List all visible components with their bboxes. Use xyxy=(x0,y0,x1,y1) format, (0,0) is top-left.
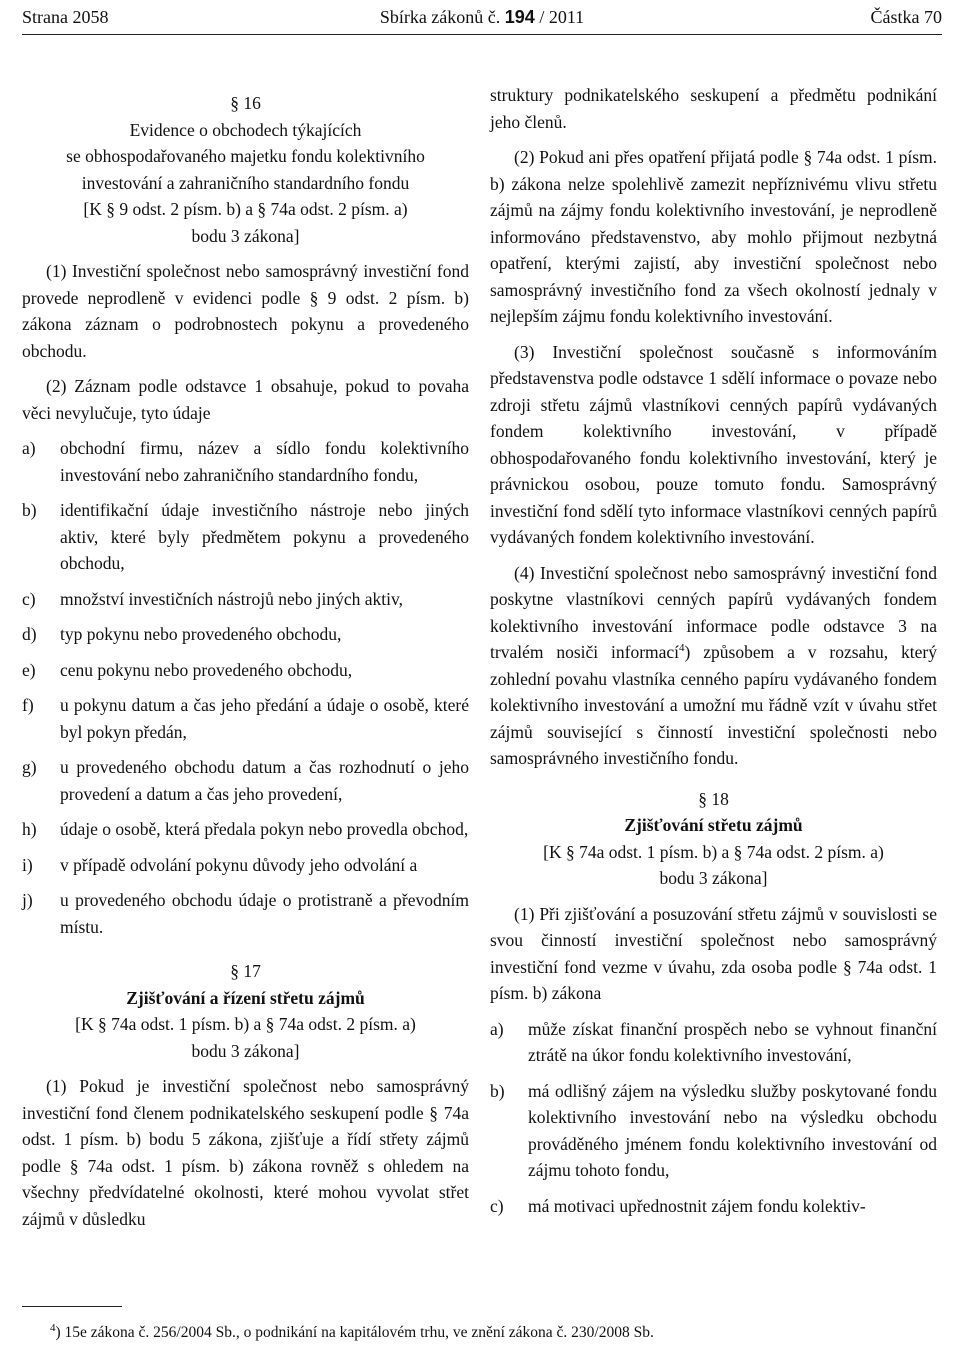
footnote-reference: 4 xyxy=(679,642,685,655)
list-item xyxy=(22,754,469,807)
section-17-paragraph-4 xyxy=(490,560,937,772)
section-18-number: § 18 xyxy=(698,788,729,809)
list-item-label: d) xyxy=(22,624,37,644)
list-item-label: i) xyxy=(22,854,33,875)
header-rule xyxy=(22,34,942,35)
section-18-item-list xyxy=(490,1016,937,1220)
list-item-text: množství investičních nástrojů nebo jiných aktiv, xyxy=(60,588,403,609)
list-item-text: u provedeného obchodu datum a čas rozhodnutí o jeho provedení a datum a čas jeho provedení, xyxy=(60,757,469,804)
section-17-reference: bodu 3 zákona] xyxy=(191,1040,300,1061)
collection-prefix: Sbírka zákonů č. xyxy=(379,7,501,27)
list-item xyxy=(22,816,469,843)
list-item-text: u pokynu datum a čas jeho předání a údaje o osobě, které byl pokyn předán, xyxy=(60,695,469,742)
collection-number: 194 xyxy=(504,7,535,27)
list-item-label: a) xyxy=(490,1018,504,1039)
list-item-text: typ pokynu nebo provedeného obchodu, xyxy=(60,624,342,644)
footnote-text: ) 15e zákona č. 256/2004 Sb., o podnikání na kapitálovém trhu, ve znění zákona č. 230/2008 Sb. xyxy=(55,1324,654,1341)
left-column xyxy=(22,82,469,1232)
section-18-paragraph-1: (1) Při zjišťování a posuzování střetu zájmů v souvislosti se svou činností investiční společnost nebo samosprávný investiční fond vezme v úvahu, zda osoba podle § 74a odst. 1 písm. b) zákona xyxy=(490,903,937,1003)
list-item-text: cenu pokynu nebo provedeného obchodu, xyxy=(60,659,353,680)
list-item-text: údaje o osobě, která předala pokyn nebo provedla obchod, xyxy=(60,819,469,839)
paragraph-4-text-b: ) způsobem a v rozsahu, který zohlední povahu vlastníka cenného papíru vydávaného fondem kolektivního investování a umožní mu řádně vzít v úvahu střet zájmů související s činností investiční společnosti nebo samosprávného investičního fondu. xyxy=(490,642,938,768)
list-item-text: v případě odvolání pokynu důvody jeho odvolání a xyxy=(60,854,418,875)
list-item xyxy=(22,435,469,488)
list-item xyxy=(22,852,469,879)
list-item-label: h) xyxy=(22,819,37,839)
paragraph-4-text-a: (4) Investiční společnost nebo samosprávný investiční fond poskytne vlastníkovi cenných papírů vydávaných fondem kolektivního investování informace podle odstavce 3 na trvalém nosiči informací xyxy=(490,562,937,662)
list-item xyxy=(22,621,469,648)
section-17-paragraph-1-continued: struktury podnikatelského seskupení a předmětu podnikání jeho členů. xyxy=(490,85,937,132)
section-17-paragraph-1: (1) Pokud je investiční společnost nebo samosprávný investiční fond členem podnikatelského seskupení podle § 74a odst. 1 písm. b) bodu 5 zákona, zjišťuje a řídí střety zájmů podle § 74a odst. 1 písm. b) zákona rovněž s ohledem na všechny předvídatelné okolnosti, které mohou vyvolat střet zájmů v důsledku xyxy=(22,1076,469,1229)
section-18-reference: bodu 3 zákona] xyxy=(659,868,768,888)
list-item xyxy=(22,657,469,684)
section-16-number: § 16 xyxy=(230,93,261,113)
list-item-label: a) xyxy=(22,438,36,458)
section-17-reference: [K § 74a odst. 1 písm. b) a § 74a odst. 2 písm. a) xyxy=(75,1014,416,1034)
footnote-marker: 4 xyxy=(50,1321,56,1334)
list-item-label: b) xyxy=(22,500,37,520)
list-item-text: má motivaci upřednostnit zájem fondu kolektiv- xyxy=(528,1195,866,1216)
section-17-paragraph-3: (3) Investiční společnost současně s informováním představenstva podle odstavce 1 sdělí informace o povaze nebo zdroji střetu zájmů vlastníkovi cenných papírů vydávaných fondem kolektivního investování, v případě obhospodařovaného fondu kolektivního investování, který je právnickou osobou, pouze tomuto fondu. Samosprávný investiční fond sdělí tyto informace vlastníkovi cenných papírů vydávaných fondem kolektivního investování. xyxy=(490,341,937,547)
list-item xyxy=(490,1078,937,1184)
list-item xyxy=(490,1193,937,1220)
list-item-text: může získat finanční prospěch nebo se vyhnout finanční ztrátě na úkor fondu kolektivního investování, xyxy=(528,1018,937,1065)
footnote xyxy=(50,1320,654,1347)
section-16-title-line: investování a zahraničního standardního fondu xyxy=(81,172,410,193)
list-item-label: g) xyxy=(22,757,37,777)
list-item-label: b) xyxy=(490,1080,505,1101)
footnote-rule xyxy=(22,1306,122,1307)
right-column xyxy=(490,82,937,1228)
section-16-paragraph-1: (1) Investiční společnost nebo samosprávný investiční fond provede neprodleně v evidenci podle § 9 odst. 2 písm. b) zákona záznam o podrobnostech pokynu a provedeného obchodu. xyxy=(22,261,469,361)
list-item-label: j) xyxy=(22,890,33,910)
section-17-number: § 17 xyxy=(230,961,261,981)
list-item xyxy=(22,692,469,745)
section-17-paragraph-2: (2) Pokud ani přes opatření přijatá podle § 74a odst. 1 písm. b) zákona nelze spolehlivě zamezit nepříznivému vlivu střetu zájmů na zájmy fondu kolektivního investování, je neprodleně informováno představenstvo, aby mohlo přijmout nezbytná opatření, kterými zajistí, aby investiční společnost nebo samosprávný investičního fond za všech okolností jednaly v nejlepším zájmu fondu kolektivního investování. xyxy=(490,147,937,326)
list-item xyxy=(22,586,469,613)
section-18-title: Zjišťování střetu zájmů xyxy=(624,815,803,835)
section-16-reference: [K § 9 odst. 2 písm. b) a § 74a odst. 2 písm. a) xyxy=(83,199,408,219)
list-item-label: c) xyxy=(22,588,36,609)
section-16-title-line: se obhospodařovaného majetku fondu kolektivního xyxy=(66,146,425,166)
list-item xyxy=(490,1016,937,1069)
section-18-reference: [K § 74a odst. 1 písm. b) a § 74a odst. 2 písm. a) xyxy=(543,841,884,862)
list-item-label: c) xyxy=(490,1195,504,1216)
list-item xyxy=(22,497,469,577)
section-16-title-line: Evidence o obchodech týkajících xyxy=(129,119,362,140)
collection-year: / 2011 xyxy=(539,7,585,27)
section-16-item-list xyxy=(22,435,469,940)
list-item-text: obchodní firmu, název a sídlo fondu kolektivního investování nebo zahraničního standardního fondu, xyxy=(60,438,469,485)
section-16-reference: bodu 3 zákona] xyxy=(191,225,300,246)
section-17-title: Zjišťování a řízení střetu zájmů xyxy=(126,987,365,1008)
collection-title xyxy=(22,4,942,31)
list-item-text: má odlišný zájem na výsledku služby poskytované fondu kolektivního investování nebo na výsledku obchodu prováděného jménem fondu kolektivního investování od zájmu tohoto fondu, xyxy=(528,1080,937,1180)
list-item-label: f) xyxy=(22,695,34,715)
list-item-text: u provedeného obchodu údaje o protistraně a převodním místu. xyxy=(60,890,469,937)
issue-number: Částka 70 xyxy=(870,7,942,27)
page-number: Strana 2058 xyxy=(22,7,109,27)
list-item xyxy=(22,887,469,940)
page-header xyxy=(22,4,942,30)
section-16-paragraph-2: (2) Záznam podle odstavce 1 obsahuje, pokud to povaha věci nevylučuje, tyto údaje xyxy=(22,376,469,423)
list-item-label: e) xyxy=(22,659,36,680)
list-item-text: identifikační údaje investičního nástroje nebo jiných aktiv, které byly předmětem pokynu a provedeného obchodu, xyxy=(60,500,469,573)
